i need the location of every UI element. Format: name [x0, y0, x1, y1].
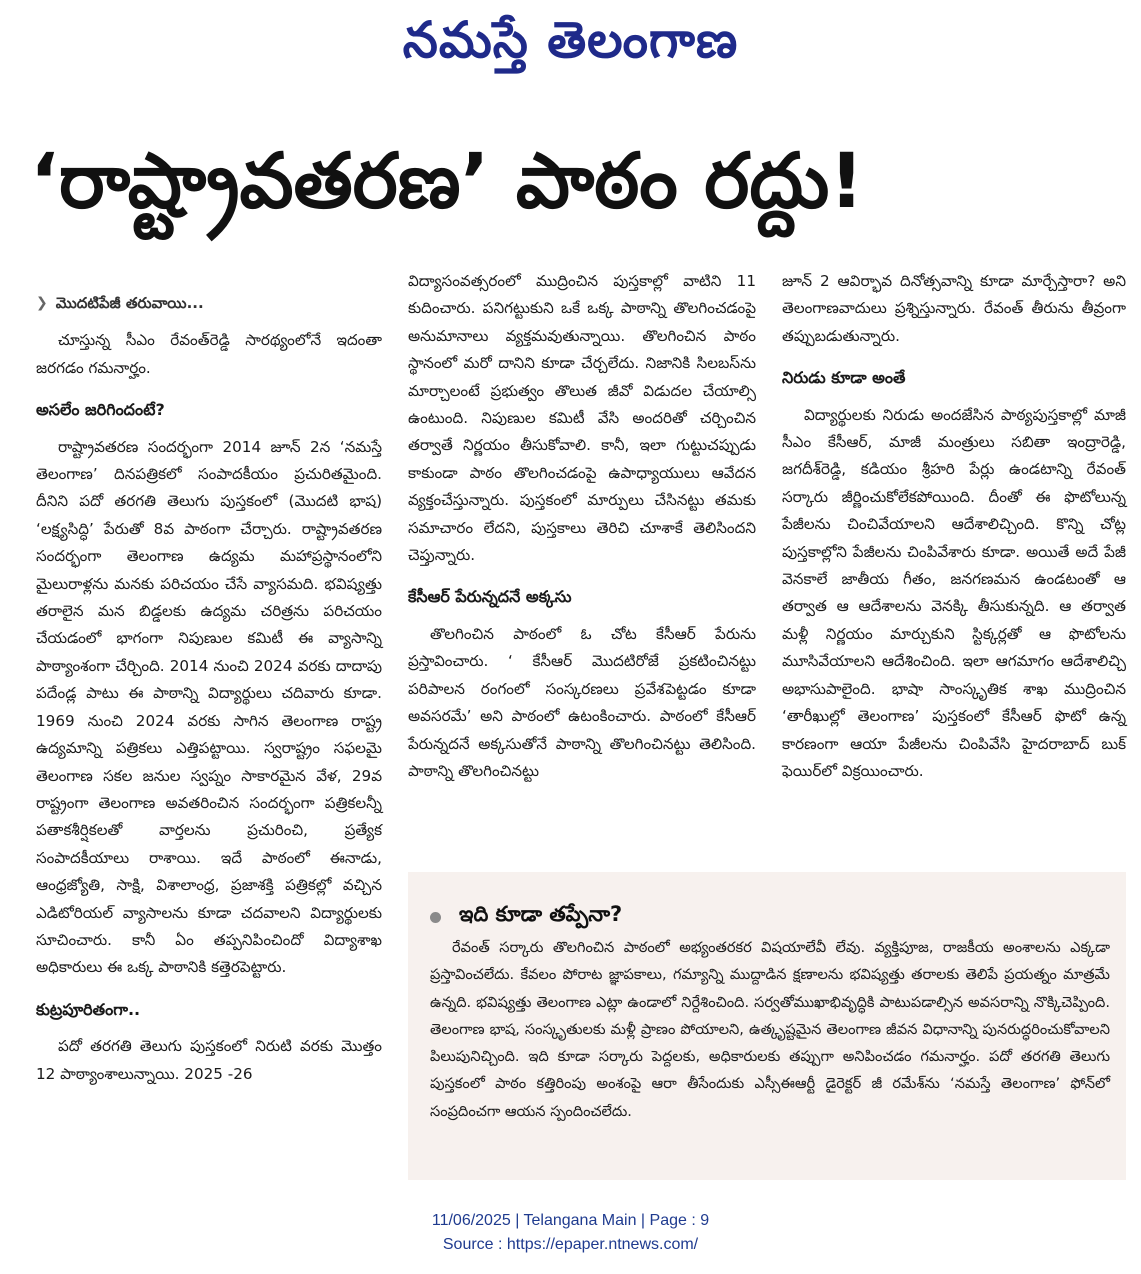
- subheading: కేసీఆర్‌ పేరున్నదనే అక్కసు: [408, 587, 572, 607]
- article-column-2: [408, 268, 756, 785]
- paragraph: విద్యార్థులకు నిరుడు అందజేసిన పాఠ్యపుస్తకాల్లో మాజీ సీఎం కేసీఆర్‌, మాజీ మంత్రులు సబితా ఇంద్రారెడ్డి, జగదీశ్‌రెడ్డి, కడియం శ్రీహరి పేర్లు ఉండటాన్ని రేవంత్‌ సర్కారు జీర్ణించుకోలేకపోయింది. దీంతో ఈ ఫొటోలున్న పేజీలను చించివేయాలని ఆదేశాలిచ్చింది. కొన్ని చోట్ల పుస్తకాల్లోని పేజీలను చింపివేశారు కూడా. అయితే అదే పేజీ వెనకాలే జాతీయ గీతం, జనగణమన ఉండటంతో ఆ తర్వాత ఆ ఆదేశాలను వెనక్కి తీసుకున్నది. ఆ తర్వాత మళ్లీ నిర్ణయం మార్చుకుని స్టిక్కర్లతో ఆ ఫొటోలను మూసివేయాలని ఆదేశించింది. ఇలా ఆగమాగం ఆదేశాలిచ్చి అభాసుపాలైంది. భాషా సాంస్కృతిక శాఖ ముద్రించిన ‘తారీఖుల్లో తెలంగాణ’ పుస్తకంలో కేసీఆర్‌ ఫొటో ఉన్న కారణంగా ఆయా పేజీలను చింపివేసి హైదరాబాద్‌ బుక్‌ ఫెయిర్‌లో విక్రయించారు.: [782, 405, 1126, 780]
- paragraph: రాష్ట్రావతరణ సందర్భంగా 2014 జూన్‌ 2న ‘నమస్తే తెలంగాణ’ దినపత్రికలో సంపాదకీయం ప్రచురితమైంది. దీనిని పదో తరగతి తెలుగు పుస్తకంలో (మొదటి భాష) ‘లక్ష్యసిద్ధి’ పేరుతో 8వ పాఠంగా చేర్చారు. రాష్ట్రావతరణ సందర్భంగా తెలంగాణ ఉద్యమ మహాప్రస్థానంలోని మైలురాళ్లను మనకు పరిచయం చేసే వ్యాసమది. భవిష్యత్తు తరాలైన మన బిడ్డలకు ఉద్యమ చరిత్రను పరిచయం చేయడంలో భాగంగా నిపుణుల కమిటీ ఈ వ్యాసాన్ని పాఠ్యాంశంగా చేర్చింది. 2014 నుంచి 2024 వరకు దాదాపు పదేండ్ల పాటు ఈ పాఠాన్ని విద్యార్థులు చదివారు కూడా. 1969 నుంచి 2024 వరకు సాగిన తెలంగాణ రాష్ట్ర ఉద్యమాన్ని పత్రికలు ఎత్తిపట్టాయి. స్వరాష్ట్రం సఫలమై తెలంగాణ సకల జనుల స్వప్నం సాకారమైన వేళ, 29వ రాష్ట్రంగా తెలంగాణ అవతరించిన సందర్భంగా పత్రికలన్నీ పతాకశీర్షికలతో వార్తలను ప్రచురించి, ప్రత్యేక సంపాదకీయాలు రాశాయి. ఇదే పాఠంలో ఈనాడు, ఆంధ్రజ్యోతి, సాక్షి, విశాలాంధ్ర, ప్రజాశక్తి పత్రికల్లో వచ్చిన ఎడిటోరియల్‌ వ్యాసాలను కూడా చదవాలని విద్యార్థులకు సూచించారు. కానీ ఏం తప్పనిపించిందో విద్యాశాఖ అధికారులు ఈ ఒక్క పాఠానికి కత్తెరపెట్టారు.: [36, 437, 382, 977]
- paragraph: విద్యాసంవత్సరంలో ముద్రించిన పుస్తకాల్లో వాటిని 11 కుదించారు. పనిగట్టుకుని ఒకే ఒక్క పాఠాన్ని తొలగించడంపై అనుమానాలు వ్యక్తమవుతున్నాయి. తొలగించిన పాఠం స్థానంలో మరో దానిని కూడా చేర్చలేదు. నిజానికి సిలబస్‌ను మార్చాలంటే ప్రభుత్వం తొలుత జీవో విడుదల చేయాల్సి ఉంటుంది. నిపుణుల కమిటీ వేసి అందరితో చర్చించిన తర్వాతే నిర్ణయం తీసుకోవాలి. కానీ, ఇలా గుట్టుచప్పుడు కాకుండా పాఠం తొలగించడంపై ఉపాధ్యాయులు ఆవేదన వ్యక్తంచేస్తున్నారు. పుస్తకంలో మార్పులు చేసినట్టు తమకు సమాచారం లేదని, పుస్తకాలు తెరిచి చూశాకే తెలిసిందని చెప్తున్నారు.: [408, 272, 756, 565]
- bullet-icon: [430, 912, 441, 923]
- continuation-kicker: [36, 290, 382, 317]
- article-headline: ‘రాష్ట్రావతరణ’ పాఠం రద్దు!: [30, 136, 864, 225]
- article-column-1: [36, 290, 382, 1088]
- paragraph: తొలగించిన పాఠంలో ఓ చోట కేసీఆర్‌ పేరును ప్రస్తావించారు. ‘ కేసీఆర్‌ మొదటిరోజే ప్రకటించినట్టు పరిపాలన రంగంలో సంస్కరణలు ప్రవేశపెట్టడం కూడా అవసరమే’ అని పాఠంలో ఉటంకించారు. పాఠంలో కేసీఆర్‌ పేరున్నదనే అక్కసుతోనే పాఠాన్ని తొలగించినట్టు తెలిసింది. పాఠాన్ని తొలగించినట్టు: [408, 624, 756, 780]
- footer-date-line: 11/06/2025 | Telangana Main | Page : 9: [431, 1212, 710, 1229]
- paragraph: చూస్తున్న సీఎం రేవంత్‌రెడ్డి సారథ్యంలోనే ఇదంతా జరగడం గమనార్హం.: [36, 331, 382, 377]
- paragraph: జూన్‌ 2 ఆవిర్భావ దినోత్సవాన్ని కూడా మార్చేస్తారా? అని తెలంగాణవాదులు ప్రశ్నిస్తున్నారు. రేవంత్‌ తీరును తీవ్రంగా తప్పుబడుతున్నారు.: [782, 272, 1126, 345]
- sidebar-header: [430, 902, 622, 932]
- masthead-title: నమస్తే తెలంగాణ: [402, 10, 739, 69]
- subheading: నిరుడు కూడా అంతే: [782, 368, 906, 388]
- subheading: అసలేం జరిగిందంటే?: [36, 400, 165, 420]
- sidebar-body: [430, 934, 1110, 1125]
- paragraph: రేవంత్‌ సర్కారు తొలగించిన పాఠంలో అభ్యంతరకర విషయాలేవీ లేవు. వ్యక్తిపూజ, రాజకీయ అంశాలను ఎక్కడా ప్రస్తావించలేదు. కేవలం పోరాట జ్ఞాపకాలు, గమ్యాన్ని ముద్దాడిన క్షణాలను భవిష్యత్తు తరాలకు తెలిపే ప్రయత్నం మాత్రమే ఉన్నది. భవిష్యత్తు తెలంగాణ ఎట్లా ఉండాలో నిర్దేశించింది. సర్వతోముఖాభివృద్ధికి పాటుపడాల్సిన అవసరాన్ని నొక్కిచెప్పింది. తెలంగాణ భాష, సంస్కృతులకు మళ్లీ ప్రాణం పోయాలని, ఉత్కృష్టమైన తెలంగాణ జీవన విధానాన్ని పునరుద్ధరించుకోవాలని పిలుపునిచ్చింది. ఇది కూడా సర్కారు పెద్దలకు, అధికారులకు తప్పుగా అనిపించడం గమనార్హం. పదో తరగతి తెలుగు పుస్తకంలో పాఠం కత్తిరింపు అంశంపై ఆరా తీసేందుకు ఎస్సీఈఆర్టీ డైరెక్టర్‌ జీ రమేశ్‌ను ‘నమస్తే తెలంగాణ’ ఫోన్‌లో సంప్రదించగా ఆయన స్పందించలేదు.: [430, 939, 1110, 1120]
- footer-source-line: Source : https://epaper.ntnews.com/: [442, 1236, 699, 1253]
- newspaper-masthead: [0, 4, 1141, 76]
- subheading: కుట్రపూరితంగా..: [36, 999, 141, 1019]
- kicker-text: మొదటిపేజీ తరువాయి...: [55, 294, 204, 312]
- sidebar-title: ఇది కూడా తప్పేనా?: [459, 902, 623, 926]
- sidebar-box: [408, 872, 1126, 1180]
- article-column-3: [782, 268, 1126, 785]
- paragraph: పదో తరగతి తెలుగు పుస్తకంలో నిరుటి వరకు మొత్తం 12 పాఠ్యాంశాలున్నాయి. 2025 -26: [36, 1037, 382, 1083]
- chevron-right-icon: ❯: [36, 295, 48, 311]
